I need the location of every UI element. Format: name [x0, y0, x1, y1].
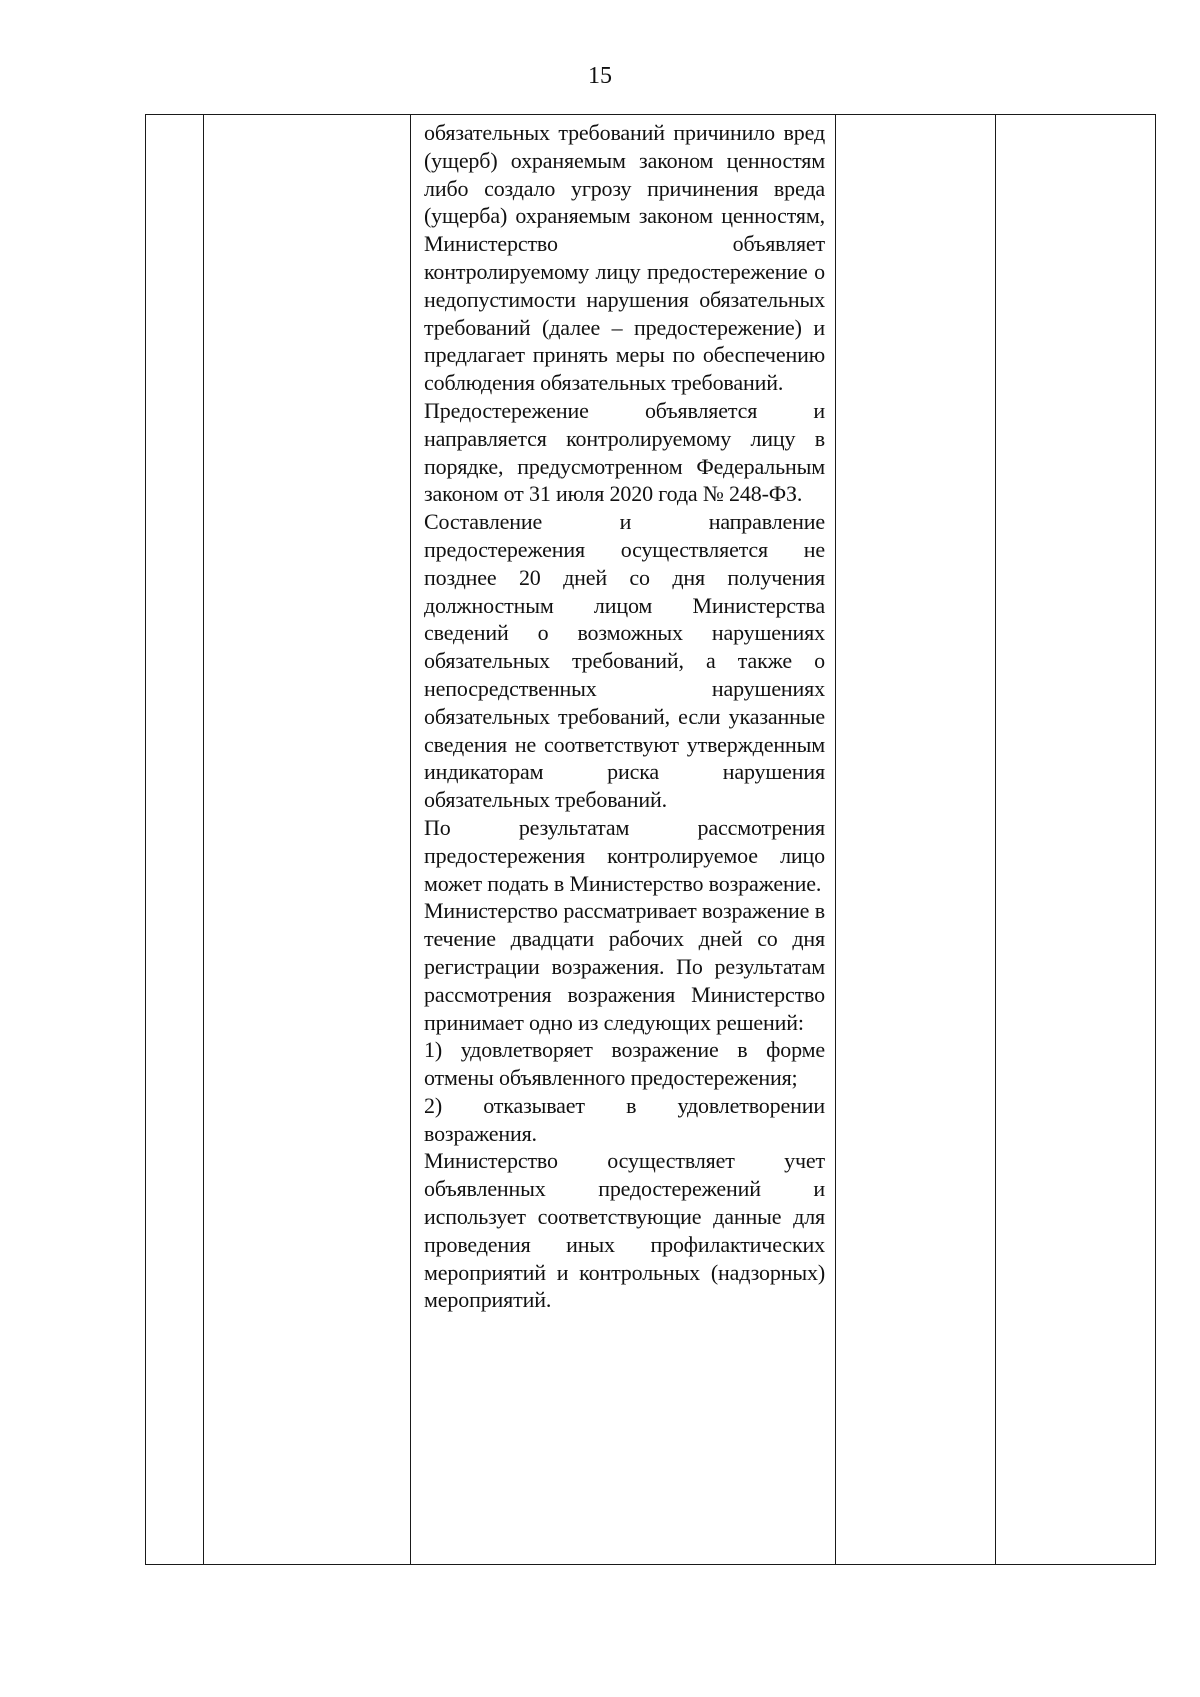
paragraph: обязательных требований причинило вред (ущерб) охраняемым законом ценностям либо создало угрозу причинения вреда (ущерба) охраняемым законом ценностям, Министерство объявляет контролируемому лицу предостережение о недопустимости нарушения обязательных требований (далее – предостережение) и предлагает принять меры по обеспечению соблюдения обязательных требований. [424, 120, 825, 396]
page-number: 15 [588, 63, 612, 89]
paragraph: Министерство осуществляет учет объявленных предостережений и использует соответствующие данные для проведения иных профилактических мероприятий и контрольных (надзорных) мероприятий. [424, 1148, 825, 1313]
paragraph: Составление и направление предостережения осуществляется не позднее 20 дней со дня получения должностным лицом Министерства сведений о возможных нарушениях обязательных требований, а также о непосредственных нарушениях обязательных требований, если указанные сведения не соответствуют утвержденным индикаторам риска нарушения обязательных требований. [424, 509, 825, 813]
table-cell-empty-1 [146, 115, 204, 1565]
table-cell-empty-2 [204, 115, 411, 1565]
paragraph: 1) удовлетворяет возражение в форме отмены объявленного предостережения; [424, 1037, 825, 1091]
cell-text-block [411, 115, 835, 1314]
table-cell-empty-4 [836, 115, 996, 1565]
table-row [146, 115, 1156, 1565]
paragraph: Министерство рассматривает возражение в течение двадцати рабочих дней со дня регистрации возражения. По результатам рассмотрения возражения Министерство принимает одно из следующих решений: [424, 898, 825, 1035]
paragraph: Предостережение объявляется и направляется контролируемому лицу в порядке, предусмотренном Федеральным законом от 31 июля 2020 года № 248-ФЗ. [424, 397, 825, 507]
table-cell-content [411, 115, 836, 1565]
table-cell-empty-5 [996, 115, 1156, 1565]
paragraph: По результатам рассмотрения предостережения контролируемое лицо может подать в Министерство возражение. [424, 814, 825, 896]
paragraph: 2) отказывает в удовлетворении возражения. [424, 1092, 825, 1146]
document-table [145, 114, 1156, 1565]
